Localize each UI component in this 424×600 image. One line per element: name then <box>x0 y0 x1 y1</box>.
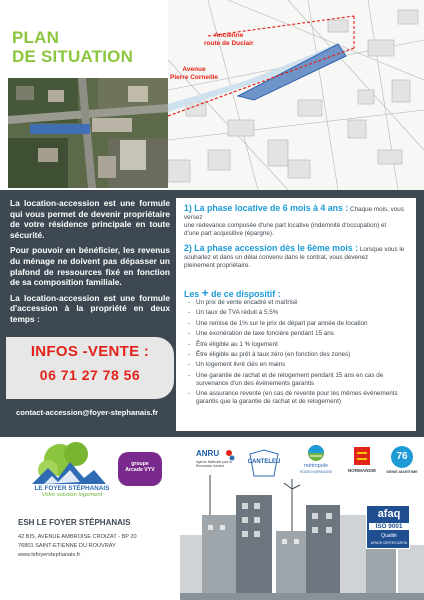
address-block <box>18 518 168 560</box>
metropole-logo <box>296 444 336 476</box>
anru-subtext: Agence Nationale pour la Rénovation Urbaine <box>196 460 232 468</box>
phase-locative-text-a: Chaque mois, vous versez <box>184 206 404 221</box>
intro-paragraph-1: La location-accession est une formule qui vous permet de devenir propriétaire de votre résidence principale en toute sécurité. <box>10 198 170 240</box>
phase-accession-text-a: Lorsque vous le <box>359 246 405 253</box>
afaq-iso-badge <box>366 505 410 549</box>
le-foyer-stephanais-logo-text <box>22 485 122 498</box>
infos-vente-phone[interactable]: 06 71 27 78 56 <box>39 367 141 383</box>
phase-locative-text-c: d'une part acquisitive (épargne). <box>184 230 274 237</box>
afaq-afnor-text: AFNOR CERTIFICATION <box>370 541 408 545</box>
logo-name: LE FOYER STÉPHANAIS <box>34 485 110 492</box>
infos-vente-title: INFOS -VENTE : <box>30 343 150 360</box>
address-website[interactable]: www.lefoyerstephanais.fr <box>18 552 81 558</box>
map-label-ancienne-line1: Ancienne <box>214 32 244 39</box>
plan-title-line1: PLAN <box>12 28 60 47</box>
list-item: - Être éligible au 1 % logement <box>188 341 410 349</box>
phase-accession-text-b: souhaitez et dans un délai convenu dans le contrat, vous devenez <box>184 254 369 261</box>
afaq-iso-text: ISO 9001 <box>369 523 409 530</box>
street-map-drawing <box>168 0 424 190</box>
top-section <box>0 0 424 190</box>
list-item: - Une assurance revente (en cas de revente pour les mêmes évènements garantis que la garantie de rachat et de relogement) <box>188 390 410 406</box>
map-label-avenue-line1: Avenue <box>182 66 206 73</box>
infos-vente-box <box>6 337 174 399</box>
list-item: - Être éligible au prêt à taux zéro (en fonction des zones) <box>188 351 410 359</box>
address-name: ESH LE FOYER STÉPHANAIS <box>18 518 131 527</box>
wind-turbine-icon <box>202 475 218 515</box>
infos-vente-email[interactable]: contact-accession@foyer-stephanais.fr <box>16 408 159 417</box>
seine-maritime-text: SEINE-MARITIME <box>386 470 418 474</box>
info-section <box>0 190 424 437</box>
intro-text <box>10 198 170 330</box>
anru-text: ANRU <box>196 449 220 458</box>
address-line-1: 42 BIS, AVENUE AMBROISE CROIZAT - BP 20 <box>18 534 137 540</box>
list-item: - Une garantie de rachat et de relogement pendant 15 ans en cas de survenance d'un des évènements garantis <box>188 372 410 388</box>
logo-tagline: Votre solution logement <box>41 492 103 498</box>
list-item: - Un logement livré clés en mains <box>188 361 410 369</box>
phase-accession-heading: 2) La phase accession dès le 6ème mois : <box>184 243 359 253</box>
afaq-quality-text: Qualité <box>381 533 397 539</box>
canteleu-logo <box>244 448 284 478</box>
afaq-text: afaq <box>377 508 401 520</box>
benefits-heading <box>184 286 281 300</box>
arcade-vyv-logo <box>118 452 162 486</box>
metropole-subtext: ROUEN NORMANDIE <box>300 470 332 474</box>
map-label-avenue-line2: Pierre Corneille <box>170 73 219 81</box>
phase-locative <box>184 204 412 238</box>
plan-title-line2: DE SITUATION <box>12 47 134 66</box>
intro-paragraph-2: Pour pouvoir en bénéficier, les revenus du ménage ne doivent pas dépasser un plafond de ressources fixé en fonction de sa composition familiale. <box>10 245 170 288</box>
street-map <box>168 0 424 190</box>
seine-maritime-number: 76 <box>396 451 408 462</box>
list-item: - Une remise de 1% sur le prix de départ par année de location <box>188 320 410 328</box>
metropole-icon <box>296 444 336 462</box>
plan-title <box>12 28 133 66</box>
phase-locative-heading: 1) La phase locative de 6 mois à 4 ans : <box>184 203 349 213</box>
normandie-icon <box>344 447 380 467</box>
benefits-heading-before: Les <box>184 289 200 299</box>
seine-maritime-logo <box>384 446 420 478</box>
phase-locative-text-b: une redevance composée d'une part locative (indemnité d'occupation) et <box>184 222 387 229</box>
canteleu-text: CANTELEU <box>247 459 281 465</box>
map-label-ancienne-line2: route de Duclair <box>204 39 254 47</box>
list-item: - Un prix de vente encadré et maîtrisé <box>188 299 410 307</box>
plus-icon: + <box>201 286 209 300</box>
normandie-text: NORMANDIE <box>347 468 377 473</box>
list-item: - Un taux de TVA réduit à 5.5% <box>188 309 410 317</box>
phase-accession <box>184 244 412 270</box>
normandie-logo <box>344 447 380 477</box>
aerial-photo <box>8 78 168 188</box>
benefits-heading-after: de ce dispositif : <box>211 289 281 299</box>
map-label-avenue <box>170 66 218 81</box>
phase-accession-text-c: pleinement propriétaire. <box>184 262 251 269</box>
benefits-list <box>188 299 410 408</box>
arcade-vyv-text: groupe Arcade VYV <box>125 461 155 474</box>
intro-paragraph-3: La location-accession est une formule d'accession à la propriété en deux temps : <box>10 292 170 324</box>
map-label-ancienne <box>204 32 253 47</box>
address-line-2: 76801 SAINT-ETIENNE DU ROUVRAY <box>18 543 116 549</box>
list-item: - Une exonération de taxe foncière pendant 15 ans <box>188 330 410 338</box>
metropole-text: métropole <box>304 463 328 469</box>
phases-panel <box>176 198 416 431</box>
